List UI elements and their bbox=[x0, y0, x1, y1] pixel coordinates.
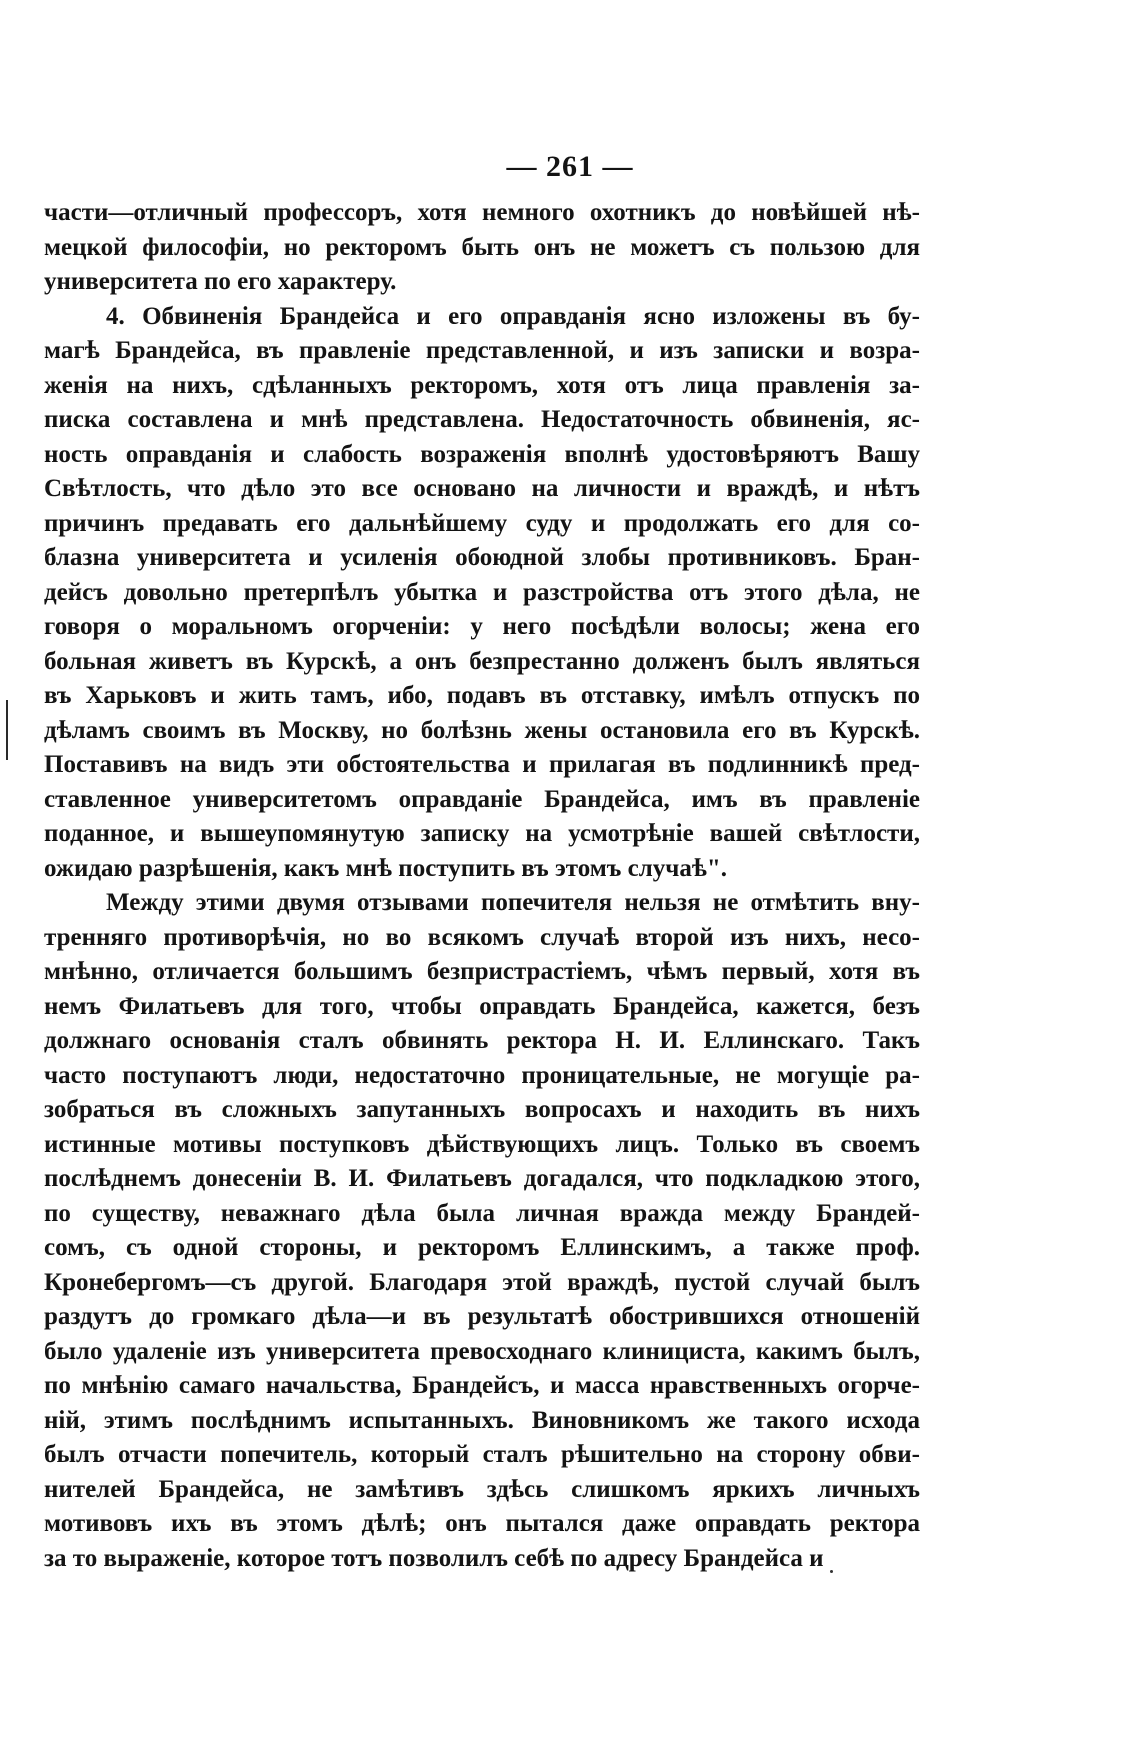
text-line: ній, этимъ послѣднимъ испытанныхъ. Виновникомъ же такого исхода bbox=[44, 1406, 920, 1434]
text-line: магѣ Брандейса, въ правленіе представленной, и изъ записки и возра- bbox=[44, 337, 920, 364]
text-line: дейсъ довольно претерпѣлъ убытка и разстройства отъ этого дѣла, не bbox=[44, 578, 920, 606]
text-line: дѣламъ своимъ въ Москву, но болѣзнь жены остановила его въ Курскѣ. bbox=[44, 716, 920, 744]
text-line: сомъ, съ одной стороны, и ректоромъ Еллинскимъ, а также проф. bbox=[44, 1234, 920, 1261]
text-line: нителей Брандейса, не замѣтивъ здѣсь слишкомъ яркихъ личныхъ bbox=[44, 1475, 920, 1503]
text-line: университета по его характеру. bbox=[44, 268, 397, 295]
text-line: былъ отчасти попечитель, который сталъ рѣшительно на сторону обви- bbox=[44, 1441, 920, 1468]
text-line: часто поступаютъ люди, недостаточно проницательные, не могущіе ра- bbox=[44, 1061, 920, 1089]
text-line: больная живетъ въ Курскѣ, а онъ безпрестанно долженъ былъ являться bbox=[44, 647, 920, 675]
text-line: Свѣтлость, что дѣло это все основано на личности и враждѣ, и нѣтъ bbox=[44, 475, 920, 502]
paragraph bbox=[44, 886, 920, 1576]
text-line: причинъ предавать его дальнѣйшему суду и продолжать его для со- bbox=[44, 509, 920, 537]
text-line: ность оправданія и слабость возраженія вполнѣ удостовѣряютъ Вашу bbox=[44, 440, 920, 468]
text-line: поданное, и вышеупомянутую записку на усмотрѣніе вашей свѣтлости, bbox=[44, 820, 920, 847]
text-line: 4. Обвиненія Брандейса и его оправданія ясно изложены въ бу- bbox=[106, 302, 920, 330]
text-line: Поставивъ на видъ эти обстоятельства и прилагая въ подлинникѣ пред- bbox=[44, 751, 920, 778]
text-line: говоря о моральномъ огорченіи: у него посѣдѣли волосы; жена его bbox=[44, 613, 920, 640]
text-line: раздутъ до громкаго дѣла—и въ результатѣ обострившихся отношеній bbox=[44, 1303, 920, 1330]
text-line: должнаго основанія сталъ обвинять ректора Н. И. Еллинскаго. Такъ bbox=[44, 1027, 920, 1054]
text-line: блазна университета и усиленія обоюдной злобы противниковъ. Бран- bbox=[44, 544, 920, 571]
text-line: мнѣнно, отличается большимъ безпристрастіемъ, чѣмъ первый, хотя въ bbox=[44, 958, 920, 985]
text-line: тренняго противорѣчія, но во всякомъ случаѣ второй изъ нихъ, несо- bbox=[44, 923, 920, 951]
text-line: немъ Филатьевъ для того, чтобы оправдать Брандейса, кажется, безъ bbox=[44, 992, 920, 1020]
scan-edge-mark bbox=[6, 700, 8, 760]
text-line: ставленное университетомъ оправданіе Брандейса, имъ въ правленіе bbox=[44, 785, 920, 813]
text-column bbox=[44, 196, 920, 1576]
text-line: писка составлена и мнѣ представлена. Недостаточность обвиненія, яс- bbox=[44, 406, 920, 433]
text-line: было удаленіе изъ университета превосходнаго клинициста, какимъ былъ, bbox=[44, 1337, 920, 1365]
text-line: за то выраженіе, которое тотъ позволилъ себѣ по адресу Брандейса и bbox=[44, 1544, 824, 1572]
text-line: истинные мотивы поступковъ дѣйствующихъ лицъ. Только въ своемъ bbox=[44, 1130, 920, 1158]
text-line: мецкой философіи, но ректоромъ быть онъ не можетъ съ пользою для bbox=[44, 233, 920, 261]
text-line: женія на нихъ, сдѣланныхъ ректоромъ, хотя отъ лица правленія за- bbox=[44, 371, 920, 399]
text-line: въ Харьковъ и жить тамъ, ибо, подавъ въ отставку, имѣлъ отпускъ по bbox=[44, 682, 920, 709]
text-line: мотивовъ ихъ въ этомъ дѣлѣ; онъ пытался даже оправдать ректора bbox=[44, 1510, 920, 1537]
text-line: Между этими двумя отзывами попечителя нельзя не отмѣтить вну- bbox=[106, 889, 920, 916]
paragraph bbox=[44, 196, 920, 300]
text-line: ожидаю разрѣшенія, какъ мнѣ поступить въ этомъ случаѣ". bbox=[44, 854, 727, 882]
page-number: — 261 — bbox=[506, 150, 634, 183]
text-line: по существу, неважнаго дѣла была личная вражда между Брандей- bbox=[44, 1199, 920, 1227]
text-line: части—отличный профессоръ, хотя немного охотникъ до новѣйшей нѣ- bbox=[44, 199, 920, 226]
text-line: по мнѣнію самаго начальства, Брандейсъ, и масса нравственныхъ огорче- bbox=[44, 1372, 920, 1399]
text-line: зобраться въ сложныхъ запутанныхъ вопросахъ и находить въ нихъ bbox=[44, 1096, 920, 1123]
paragraph bbox=[44, 300, 920, 887]
text-line: послѣднемъ донесеніи В. И. Филатьевъ догадался, что подкладкою этого, bbox=[44, 1165, 920, 1192]
text-line: Кронебергомъ—съ другой. Благодаря этой враждѣ, пустой случай былъ bbox=[44, 1268, 920, 1296]
